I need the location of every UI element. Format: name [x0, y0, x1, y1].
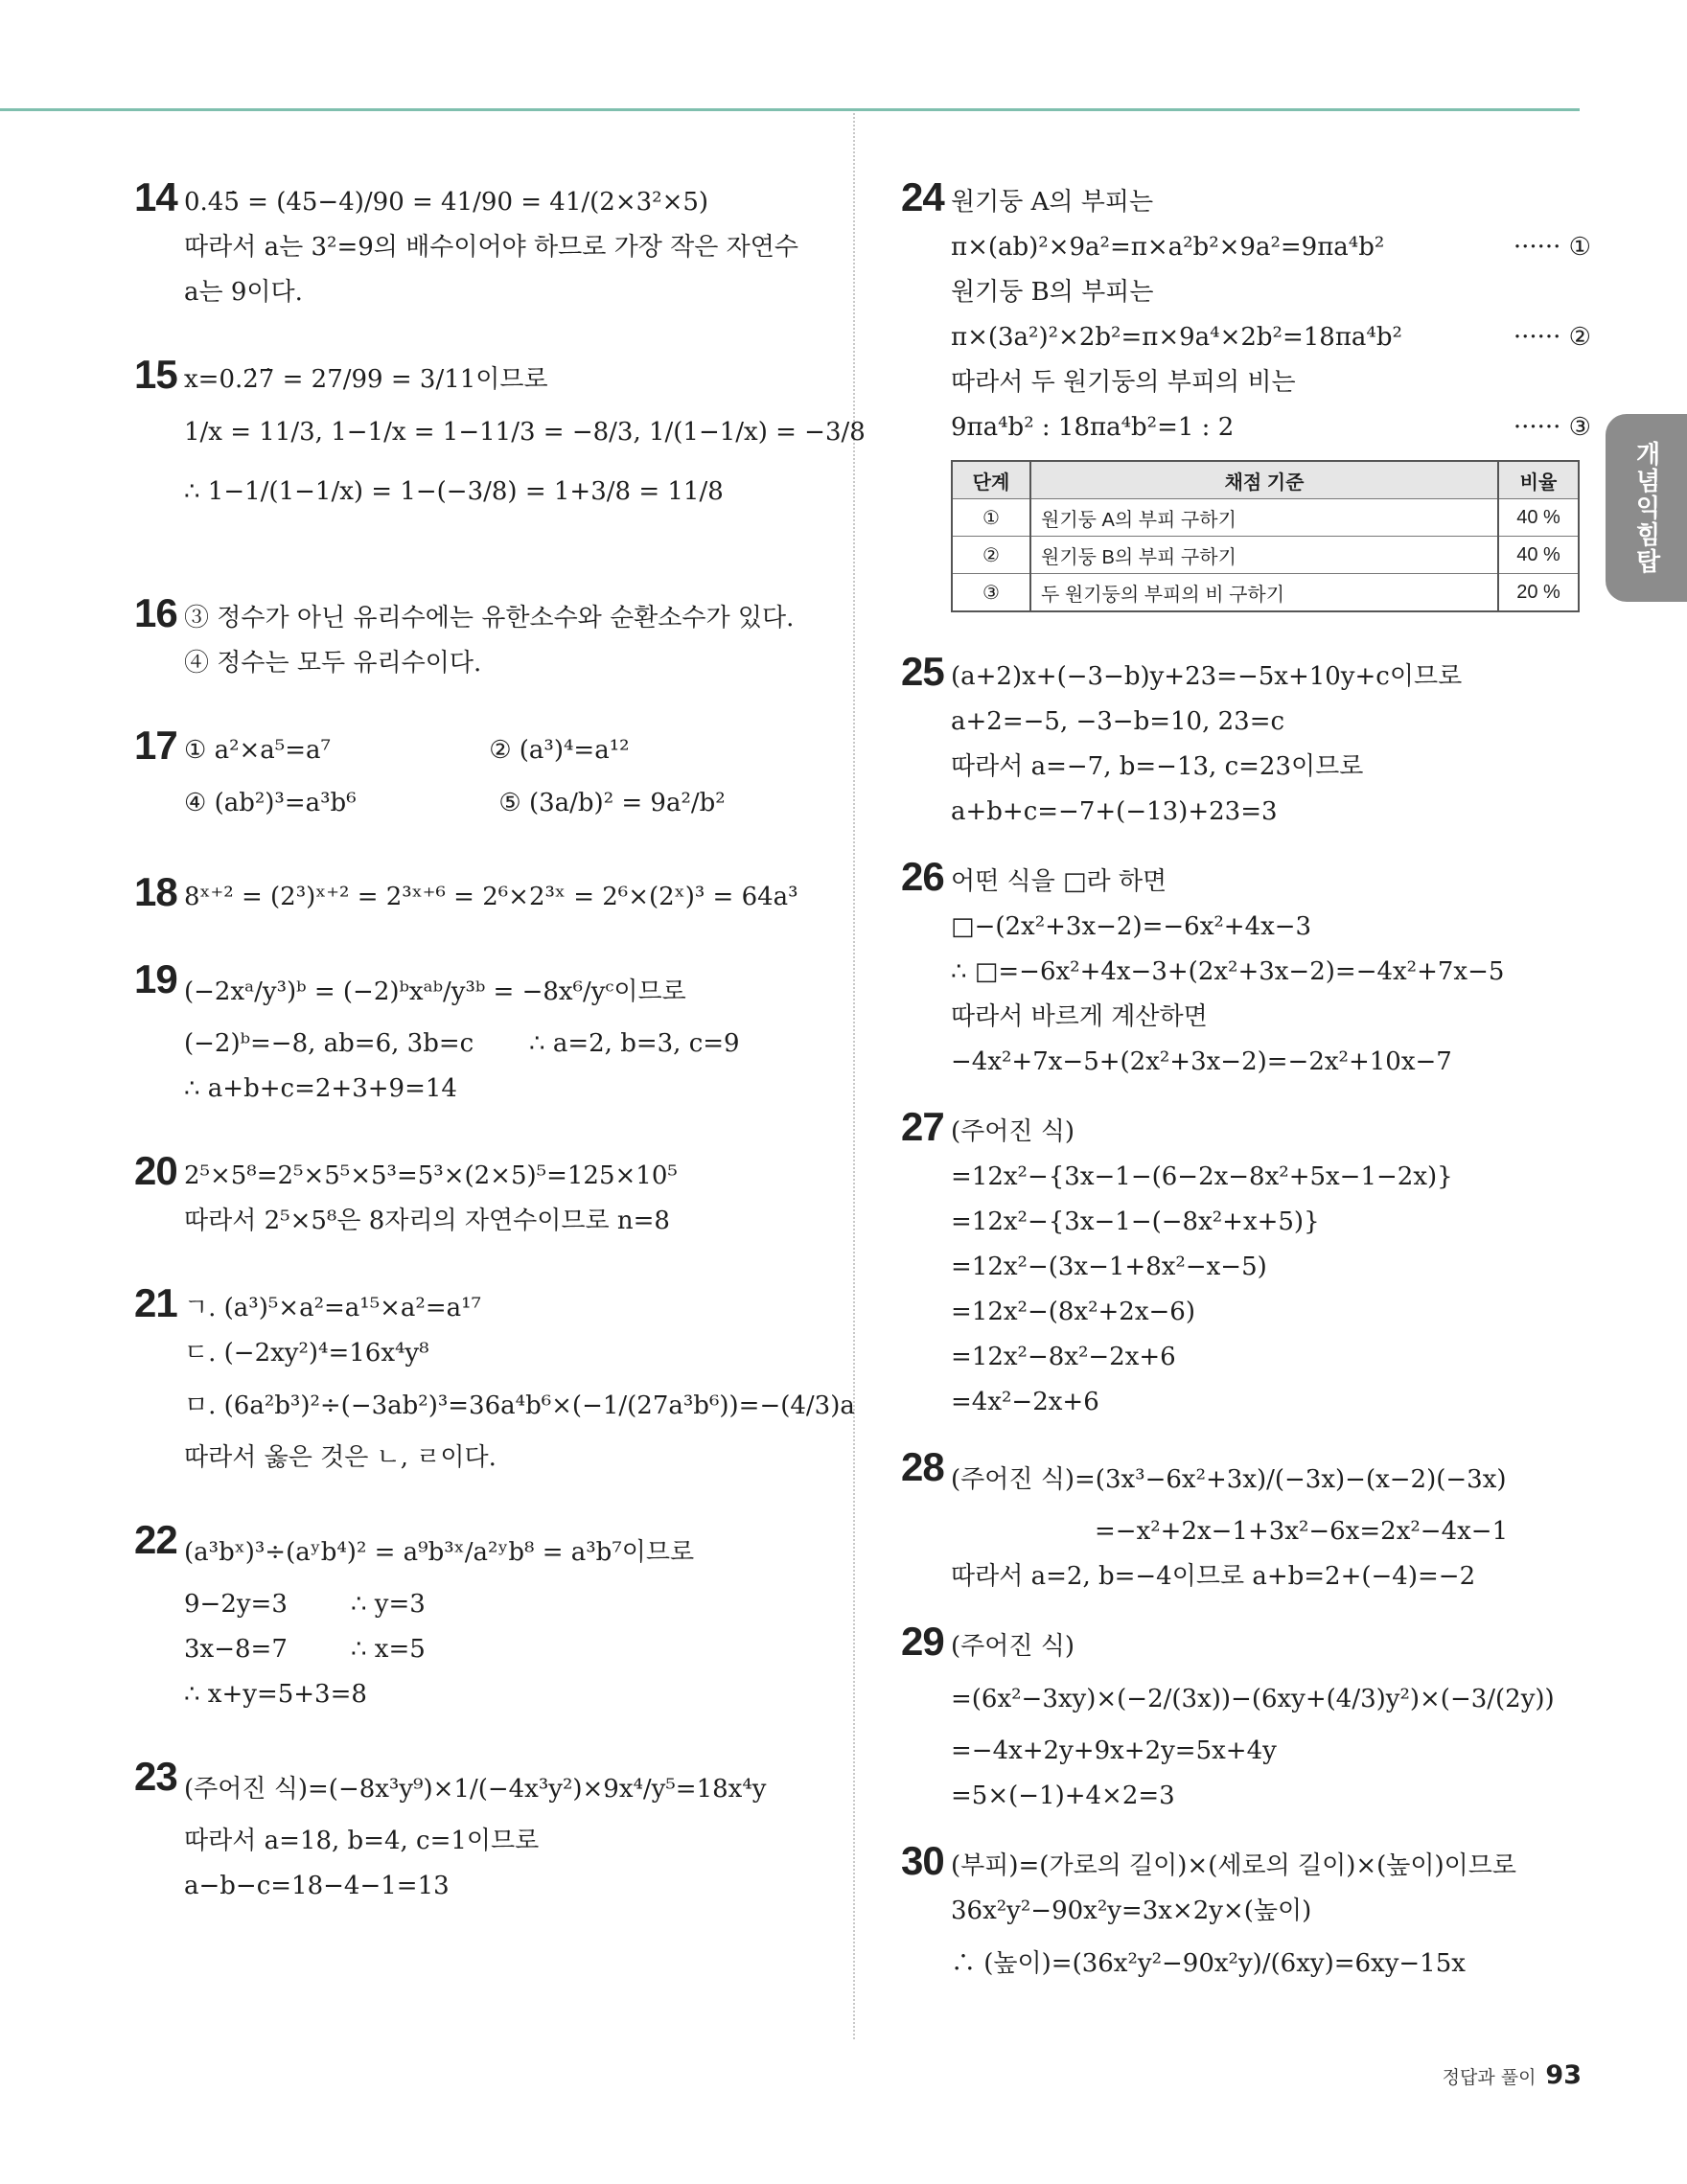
solution-line: =5×(−1)+4×2=3	[951, 1782, 1175, 1810]
problem-number: 14	[134, 174, 177, 219]
problem-number: 19	[134, 956, 177, 1001]
problem-number: 18	[134, 869, 177, 914]
solution-line: (주어진 식)	[951, 1117, 1075, 1146]
solution-line: ∴ a+b+c=2+3+9=14	[184, 1074, 457, 1103]
side-tab-label: 개념익힘탑	[1631, 441, 1660, 575]
solution-line: (a+2)x+(−3−b)y+23=−5x+10y+c이므로	[951, 662, 1463, 691]
page-number: 93	[1545, 2060, 1582, 2090]
solution-line: (주어진 식)	[951, 1632, 1075, 1661]
problem-20	[134, 1148, 824, 1244]
step-marker: ······ ③	[1513, 413, 1591, 442]
solution-line: (부피)=(가로의 길이)×(세로의 길이)×(높이)이므로	[951, 1851, 1517, 1880]
solution-line: π×(ab)²×9a²=π×a²b²×9a²=9πa⁴b² ······ ①	[951, 225, 1591, 270]
solution-line: =12x²−(8x²+2x−6)	[951, 1298, 1195, 1326]
table-cell: ②	[952, 537, 1030, 574]
solution-line: ③ 정수가 아닌 유리수에는 유한소수와 순환소수가 있다.	[184, 604, 795, 632]
solution-line: 36x²y²−90x²y=3x×2y×(높이)	[951, 1897, 1312, 1925]
table-header: 단계	[952, 461, 1030, 499]
solution-line: ∴ x+y=5+3=8	[184, 1680, 367, 1709]
solution-line: ㄷ. (−2xy²)⁴=16x⁴y⁸	[184, 1339, 429, 1368]
problem-23	[134, 1754, 824, 1909]
problem-24	[901, 174, 1591, 612]
solution-line: 따라서 옳은 것은 ㄴ, ㄹ이다.	[184, 1443, 497, 1472]
problem-number: 21	[134, 1280, 177, 1325]
solution-line: =−x²+2x−1+3x²−6x=2x²−4x−1	[1095, 1517, 1509, 1546]
table-cell: 40 %	[1498, 537, 1579, 574]
footer-label: 정답과 풀이	[1442, 2067, 1537, 2088]
solution-line: 9−2y=3 ∴ y=3	[184, 1590, 426, 1619]
problem-18	[134, 869, 824, 920]
problem-number: 28	[901, 1444, 944, 1489]
solution-line: 0.45̇ = (45−4)/90 = 41/90 = 41/(2×3²×5)	[184, 188, 709, 217]
solution-line: =12x²−8x²−2x+6	[951, 1343, 1176, 1371]
solution-line: 2⁵×5⁸=2⁵×5⁵×5³=5³×(2×5)⁵=125×10⁵	[184, 1161, 678, 1190]
table-header-row	[952, 461, 1579, 499]
solution-line: x=0.2̇7̇ = 27/99 = 3/11이므로	[184, 365, 548, 394]
solution-line: 9πa⁴b² : 18πa⁴b²=1 : 2 ······ ③	[951, 405, 1591, 450]
problem-number: 15	[134, 352, 177, 397]
table-cell: 40 %	[1498, 499, 1579, 537]
solution-line: (주어진 식)=(−8x³y⁹)×1/(−4x³y²)×9x⁴/y⁵=18x⁴y	[184, 1775, 767, 1804]
problem-19	[134, 956, 824, 1112]
solution-line: 따라서 a=−7, b=−13, c=23이므로	[951, 752, 1364, 781]
problem-26	[901, 854, 1591, 1085]
table-cell: 원기둥 B의 부피 구하기	[1030, 537, 1498, 574]
problem-number: 30	[901, 1838, 944, 1883]
solution-line: 따라서 a는 3²=9의 배수이어야 하므로 가장 작은 자연수	[184, 233, 798, 262]
problem-27	[901, 1104, 1591, 1425]
problem-25	[901, 649, 1591, 835]
table-header: 비율	[1498, 461, 1579, 499]
problem-number: 17	[134, 723, 177, 768]
solution-line: ㄱ. (a³)⁵×a²=a¹⁵×a²=a¹⁷	[184, 1294, 481, 1322]
table-row	[952, 574, 1579, 612]
solution-line: 1/x = 11/3, 1−1/x = 1−11/3 = −8/3, 1/(1−1/x) = −3/8	[184, 418, 866, 447]
problem-number: 26	[901, 854, 944, 899]
table-cell: 두 원기둥의 부피의 비 구하기	[1030, 574, 1498, 612]
table-cell: 20 %	[1498, 574, 1579, 612]
step-marker: ······ ①	[1513, 233, 1591, 262]
solution-line: 어떤 식을 □라 하면	[951, 867, 1167, 896]
solution-line: ④ (ab²)³=a³b⁶ ⑤ (3a/b)² = 9a²/b²	[184, 789, 726, 817]
table-header: 채점 기준	[1030, 461, 1498, 499]
solution-line: 따라서 바르게 계산하면	[951, 1002, 1208, 1031]
left-column	[134, 174, 866, 1909]
solution-line: □−(2x²+3x−2)=−6x²+4x−3	[951, 912, 1312, 941]
solution-line: ㅁ. (6a²b³)²÷(−3ab²)³=36a⁴b⁶×(−1/(27a³b⁶))=−(4/3)a	[184, 1391, 855, 1420]
problem-number: 22	[134, 1517, 177, 1562]
solution-line: ① a²×a⁵=a⁷ ② (a³)⁴=a¹²	[184, 736, 630, 765]
problem-14	[134, 174, 824, 315]
solution-line: ∴ □=−6x²+4x−3+(2x²+3x−2)=−4x²+7x−5	[951, 957, 1505, 986]
solution-line: 따라서 a=18, b=4, c=1이므로	[184, 1827, 540, 1855]
solution-line: a+2=−5, −3−b=10, 23=c	[951, 707, 1285, 736]
problem-number: 16	[134, 590, 177, 635]
problem-28	[901, 1444, 1591, 1599]
column-divider	[853, 113, 855, 2039]
problem-number: 24	[901, 174, 944, 219]
right-column	[901, 174, 1591, 1993]
solution-line: 3x−8=7 ∴ x=5	[184, 1635, 426, 1664]
grading-table	[951, 460, 1580, 612]
table-cell: 원기둥 A의 부피 구하기	[1030, 499, 1498, 537]
solution-line: ∴ (높이)=(36x²y²−90x²y)/(6xy)=6xy−15x	[951, 1949, 1466, 1978]
problem-16	[134, 590, 824, 686]
page-footer	[1428, 2060, 1582, 2090]
solution-line: a+b+c=−7+(−13)+23=3	[951, 797, 1278, 826]
problem-number: 23	[134, 1754, 177, 1799]
chapter-side-tab	[1606, 414, 1687, 602]
problem-22	[134, 1517, 824, 1717]
solution-line: (주어진 식)=(3x³−6x²+3x)/(−3x)−(x−2)(−3x)	[951, 1465, 1507, 1494]
solution-line: =12x²−{3x−1−(−8x²+x+5)}	[951, 1207, 1320, 1236]
solution-line: a는 9이다.	[184, 278, 303, 307]
solution-line: π×(3a²)²×2b²=π×9a⁴×2b²=18πa⁴b² ······ ②	[951, 315, 1591, 360]
table-cell: ③	[952, 574, 1030, 612]
solution-line: =4x²−2x+6	[951, 1388, 1099, 1416]
solution-line: (−2)ᵇ=−8, ab=6, 3b=c ∴ a=2, b=3, c=9	[184, 1029, 740, 1058]
solution-line: 따라서 a=2, b=−4이므로 a+b=2+(−4)=−2	[951, 1562, 1476, 1591]
solution-line: =12x²−(3x−1+8x²−x−5)	[951, 1253, 1267, 1281]
problem-17	[134, 723, 824, 833]
problem-number: 29	[901, 1619, 944, 1664]
solution-line: 원기둥 B의 부피는	[951, 278, 1154, 307]
step-marker: ······ ②	[1513, 323, 1591, 352]
top-rule	[0, 108, 1580, 111]
solution-line: 따라서 2⁵×5⁸은 8자리의 자연수이므로 n=8	[184, 1207, 670, 1235]
solution-line: 따라서 두 원기둥의 부피의 비는	[951, 368, 1296, 397]
solution-line: 원기둥 A의 부피는	[951, 188, 1154, 217]
solution-line: =12x²−{3x−1−(6−2x−8x²+5x−1−2x)}	[951, 1162, 1453, 1191]
solution-line: (a³bˣ)³÷(aʸb⁴)² = a⁹b³ˣ/a²ʸb⁸ = a³b⁷이므로	[184, 1538, 695, 1567]
problem-30	[901, 1838, 1591, 1993]
solution-line: =−4x+2y+9x+2y=5x+4y	[951, 1736, 1277, 1765]
solution-line: 8ˣ⁺² = (2³)ˣ⁺² = 2³ˣ⁺⁶ = 2⁶×2³ˣ = 2⁶×(2ˣ)³ = 64a³	[184, 883, 798, 911]
table-row	[952, 499, 1579, 537]
solution-line: ④ 정수는 모두 유리수이다.	[184, 649, 482, 678]
problem-number: 20	[134, 1148, 177, 1193]
solution-line: =(6x²−3xy)×(−2/(3x))−(6xy+(4/3)y²)×(−3/(2y))	[951, 1685, 1555, 1713]
solution-line: −4x²+7x−5+(2x²+3x−2)=−2x²+10x−7	[951, 1047, 1452, 1076]
problem-15	[134, 352, 866, 521]
solution-line: a−b−c=18−4−1=13	[184, 1872, 450, 1900]
solution-line: ∴ 1−1/(1−1/x) = 1−(−3/8) = 1+3/8 = 11/8	[184, 477, 724, 506]
problem-29	[901, 1619, 1591, 1819]
solution-line: (−2xᵃ/y³)ᵇ = (−2)ᵇxᵃᵇ/y³ᵇ = −8x⁶/yᶜ이므로	[184, 977, 686, 1006]
problem-number: 25	[901, 649, 944, 694]
problem-number: 27	[901, 1104, 944, 1149]
table-row	[952, 537, 1579, 574]
problem-21	[134, 1280, 855, 1481]
table-cell: ①	[952, 499, 1030, 537]
